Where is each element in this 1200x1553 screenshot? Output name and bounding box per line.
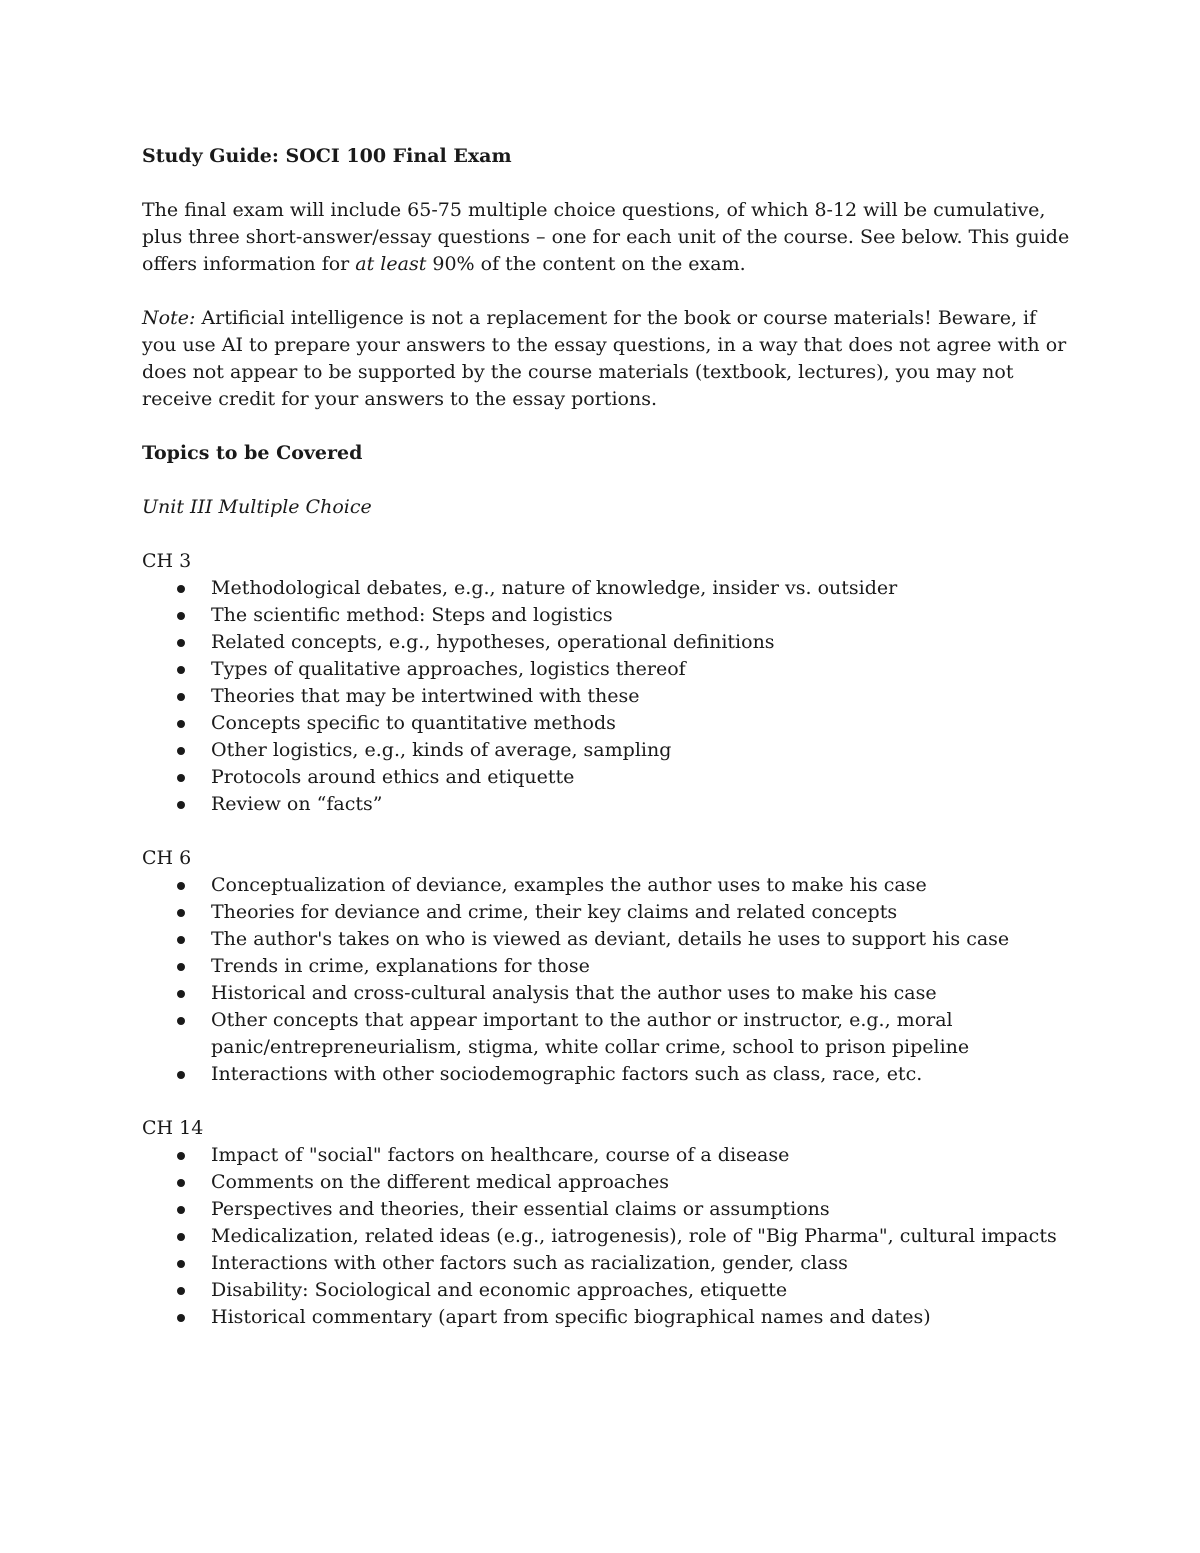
bullet-icon	[177, 990, 185, 998]
list-item-text: Theories for deviance and crime, their key claims and related concepts	[211, 901, 898, 923]
chapter-label: CH 14	[142, 1117, 204, 1139]
document-title: Study Guide: SOCI 100 Final Exam	[142, 145, 512, 167]
intro-paragraph	[142, 197, 1072, 278]
list-item-text: Other logistics, e.g., kinds of average, sampling	[211, 739, 672, 761]
list-item	[142, 899, 1072, 926]
list-item-text: Disability: Sociological and economic approaches, etiquette	[211, 1279, 788, 1301]
list-item	[142, 926, 1072, 953]
list-item	[142, 629, 1072, 656]
topic-list	[142, 872, 1072, 1088]
bullet-icon	[177, 882, 185, 890]
list-item-text: Interactions with other factors such as racialization, gender, class	[211, 1252, 848, 1274]
list-item-text: Trends in crime, explanations for those	[211, 955, 590, 977]
intro-emphasis: at least	[355, 253, 427, 275]
bullet-icon	[177, 693, 185, 701]
list-item	[142, 1142, 1072, 1169]
bullet-icon	[177, 1179, 185, 1187]
list-item	[142, 737, 1072, 764]
chapter-section	[142, 1115, 1072, 1331]
chapters-section	[142, 548, 1072, 1331]
list-item	[142, 1250, 1072, 1277]
list-item-text: Perspectives and theories, their essential claims or assumptions	[211, 1198, 830, 1220]
list-item-text: Theories that may be intertwined with these	[211, 685, 640, 707]
note-paragraph	[142, 305, 1072, 413]
chapter-section	[142, 845, 1072, 1088]
list-item	[142, 1304, 1072, 1331]
topic-list	[142, 1142, 1072, 1331]
bullet-icon	[177, 1017, 185, 1025]
note-text: Artificial intelligence is not a replacement for the book or course materials! Beware, if you use AI to prepare your answers to the essay questions, in a way that does not agree with or does not appear to be supported by the course materials (textbook, lectures), you may not receive credit for your answers to the essay portions.	[142, 307, 1067, 410]
bullet-icon	[177, 1071, 185, 1079]
list-item	[142, 656, 1072, 683]
bullet-icon	[177, 936, 185, 944]
list-item	[142, 791, 1072, 818]
bullet-icon	[177, 1260, 185, 1268]
list-item	[142, 1061, 1072, 1088]
list-item	[142, 602, 1072, 629]
list-item-text: Interactions with other sociodemographic factors such as class, race, etc.	[211, 1063, 923, 1085]
list-item	[142, 1007, 1072, 1061]
list-item-text: Comments on the different medical approaches	[211, 1171, 669, 1193]
list-item	[142, 953, 1072, 980]
bullet-icon	[177, 666, 185, 674]
intro-text-end: 90% of the content on the exam.	[426, 253, 746, 275]
list-item	[142, 872, 1072, 899]
bullet-icon	[177, 1152, 185, 1160]
list-item	[142, 1196, 1072, 1223]
bullet-icon	[177, 747, 185, 755]
chapter-label: CH 6	[142, 847, 192, 869]
list-item-text: Review on “facts”	[211, 793, 383, 815]
bullet-icon	[177, 720, 185, 728]
note-label: Note:	[142, 307, 196, 329]
bullet-icon	[177, 1287, 185, 1295]
list-item	[142, 980, 1072, 1007]
list-item	[142, 1277, 1072, 1304]
list-item	[142, 710, 1072, 737]
list-item	[142, 764, 1072, 791]
topics-heading: Topics to be Covered	[142, 442, 363, 464]
list-item-text: Conceptualization of deviance, examples the author uses to make his case	[211, 874, 927, 896]
list-item-text: Related concepts, e.g., hypotheses, operational definitions	[211, 631, 775, 653]
list-item-text: Historical commentary (apart from specific biographical names and dates)	[211, 1306, 931, 1328]
bullet-icon	[177, 1206, 185, 1214]
list-item-text: Other concepts that appear important to the author or instructor, e.g., moral panic/entrepreneurialism, stigma, white collar crime, school to prison pipeline	[211, 1009, 970, 1058]
bullet-icon	[177, 774, 185, 782]
list-item-text: Methodological debates, e.g., nature of knowledge, insider vs. outsider	[211, 577, 898, 599]
chapter-section	[142, 548, 1072, 818]
bullet-icon	[177, 612, 185, 620]
list-item-text: Protocols around ethics and etiquette	[211, 766, 575, 788]
list-item-text: The scientific method: Steps and logistics	[211, 604, 613, 626]
list-item-text: Historical and cross-cultural analysis that the author uses to make his case	[211, 982, 937, 1004]
bullet-icon	[177, 639, 185, 647]
list-item-text: Types of qualitative approaches, logistics thereof	[211, 658, 686, 680]
unit-heading: Unit III Multiple Choice	[142, 496, 372, 518]
bullet-icon	[177, 963, 185, 971]
chapter-label: CH 3	[142, 550, 192, 572]
list-item-text: Medicalization, related ideas (e.g., iatrogenesis), role of "Big Pharma", cultural impacts	[211, 1225, 1057, 1247]
topic-list	[142, 575, 1072, 818]
list-item	[142, 575, 1072, 602]
list-item	[142, 1169, 1072, 1196]
list-item	[142, 683, 1072, 710]
bullet-icon	[177, 801, 185, 809]
intro-text-start: The final exam will include 65-75 multiple choice questions, of which 8-12 will be cumulative, plus three short-answer/essay questions – one for each unit of the course. See below. This guide offers information for	[142, 199, 1070, 275]
list-item	[142, 1223, 1072, 1250]
document-page	[142, 143, 1072, 1358]
bullet-icon	[177, 909, 185, 917]
bullet-icon	[177, 1233, 185, 1241]
list-item-text: Concepts specific to quantitative methods	[211, 712, 616, 734]
list-item-text: The author's takes on who is viewed as deviant, details he uses to support his case	[211, 928, 1010, 950]
bullet-icon	[177, 585, 185, 593]
bullet-icon	[177, 1314, 185, 1322]
list-item-text: Impact of "social" factors on healthcare, course of a disease	[211, 1144, 790, 1166]
